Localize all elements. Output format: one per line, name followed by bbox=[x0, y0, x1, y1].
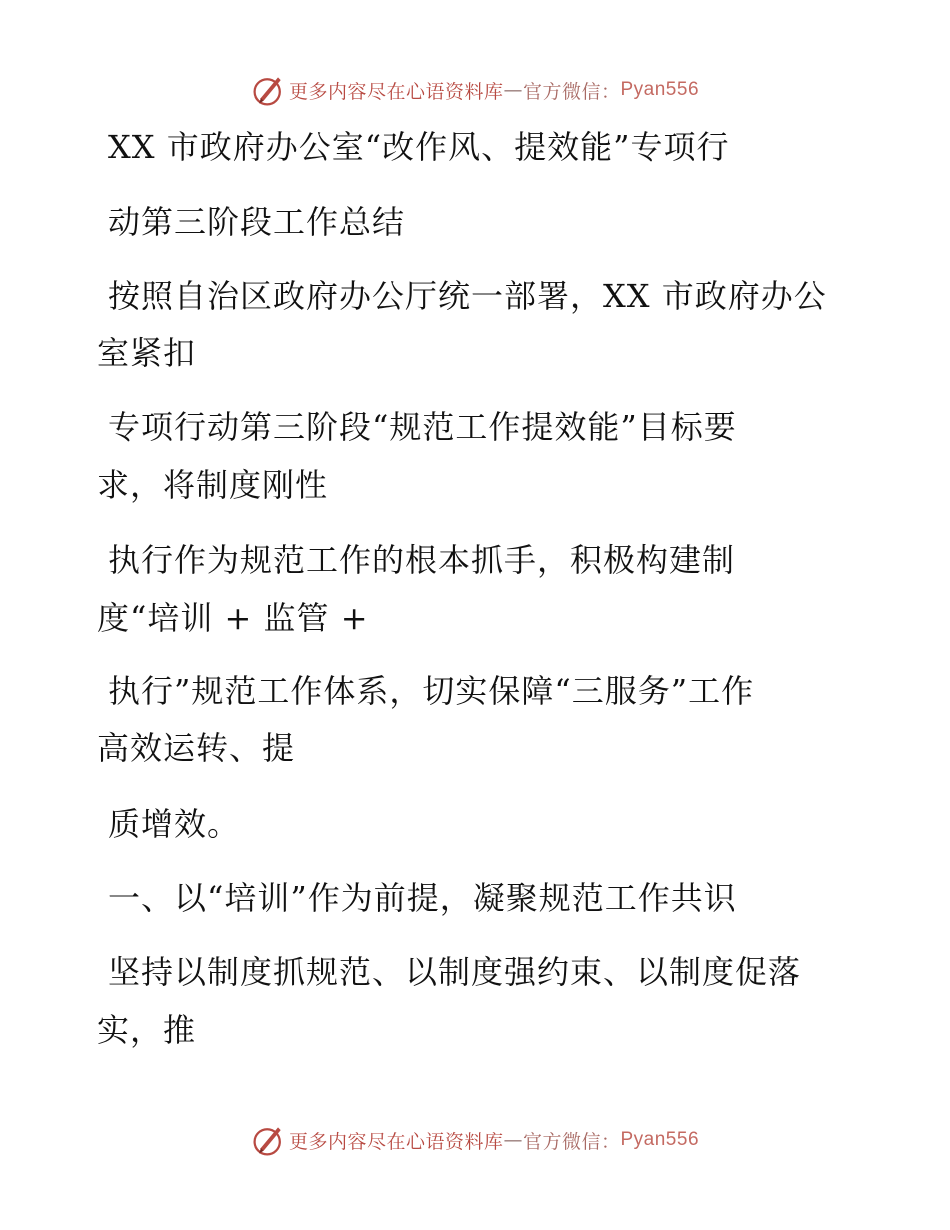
doc-line: 实，推 bbox=[97, 1011, 197, 1049]
doc-line: 执行”规范工作体系，切实保障“三服务”工作 bbox=[108, 672, 755, 710]
doc-line: 质增效。 bbox=[108, 805, 241, 843]
doc-title-line-2: 动第三阶段工作总结 bbox=[108, 203, 406, 241]
quill-logo-icon bbox=[251, 72, 287, 108]
doc-line: 坚持以制度抓规范、以制度强约束、以制度促落 bbox=[108, 953, 802, 991]
watermark-separator: — bbox=[503, 1129, 523, 1151]
doc-line: 度“培训 + 监管 + bbox=[97, 599, 369, 637]
doc-title-line-1: XX 市政府办公室“改作风、提效能”专项行 bbox=[108, 128, 730, 166]
watermark-brand: 更多内容尽在心语资料库 bbox=[288, 1130, 504, 1153]
doc-line: 高效运转、提 bbox=[97, 729, 296, 767]
quill-logo-icon bbox=[251, 1122, 287, 1158]
doc-line: 专项行动第三阶段“规范工作提效能”目标要 bbox=[108, 408, 737, 446]
watermark-wechat-label: 官方微信： bbox=[522, 80, 621, 103]
watermark-account: Pyan556 bbox=[620, 1129, 700, 1150]
doc-line: 求，将制度刚性 bbox=[97, 466, 329, 504]
doc-line: 执行作为规范工作的根本抓手，积极构建制 bbox=[108, 541, 736, 579]
watermark-separator: — bbox=[503, 79, 523, 101]
watermark-wechat-label: 官方微信： bbox=[522, 1130, 621, 1153]
watermark-brand: 更多内容尽在心语资料库 bbox=[288, 80, 504, 103]
watermark-account: Pyan556 bbox=[620, 79, 700, 100]
footer-watermark bbox=[0, 1120, 950, 1160]
doc-line: 室紧扣 bbox=[97, 334, 197, 372]
doc-line: 按照自治区政府办公厅统一部署，XX 市政府办公 bbox=[108, 277, 827, 315]
doc-section-heading: 一、以“培训”作为前提，凝聚规范工作共识 bbox=[108, 879, 737, 917]
header-watermark bbox=[0, 70, 950, 110]
